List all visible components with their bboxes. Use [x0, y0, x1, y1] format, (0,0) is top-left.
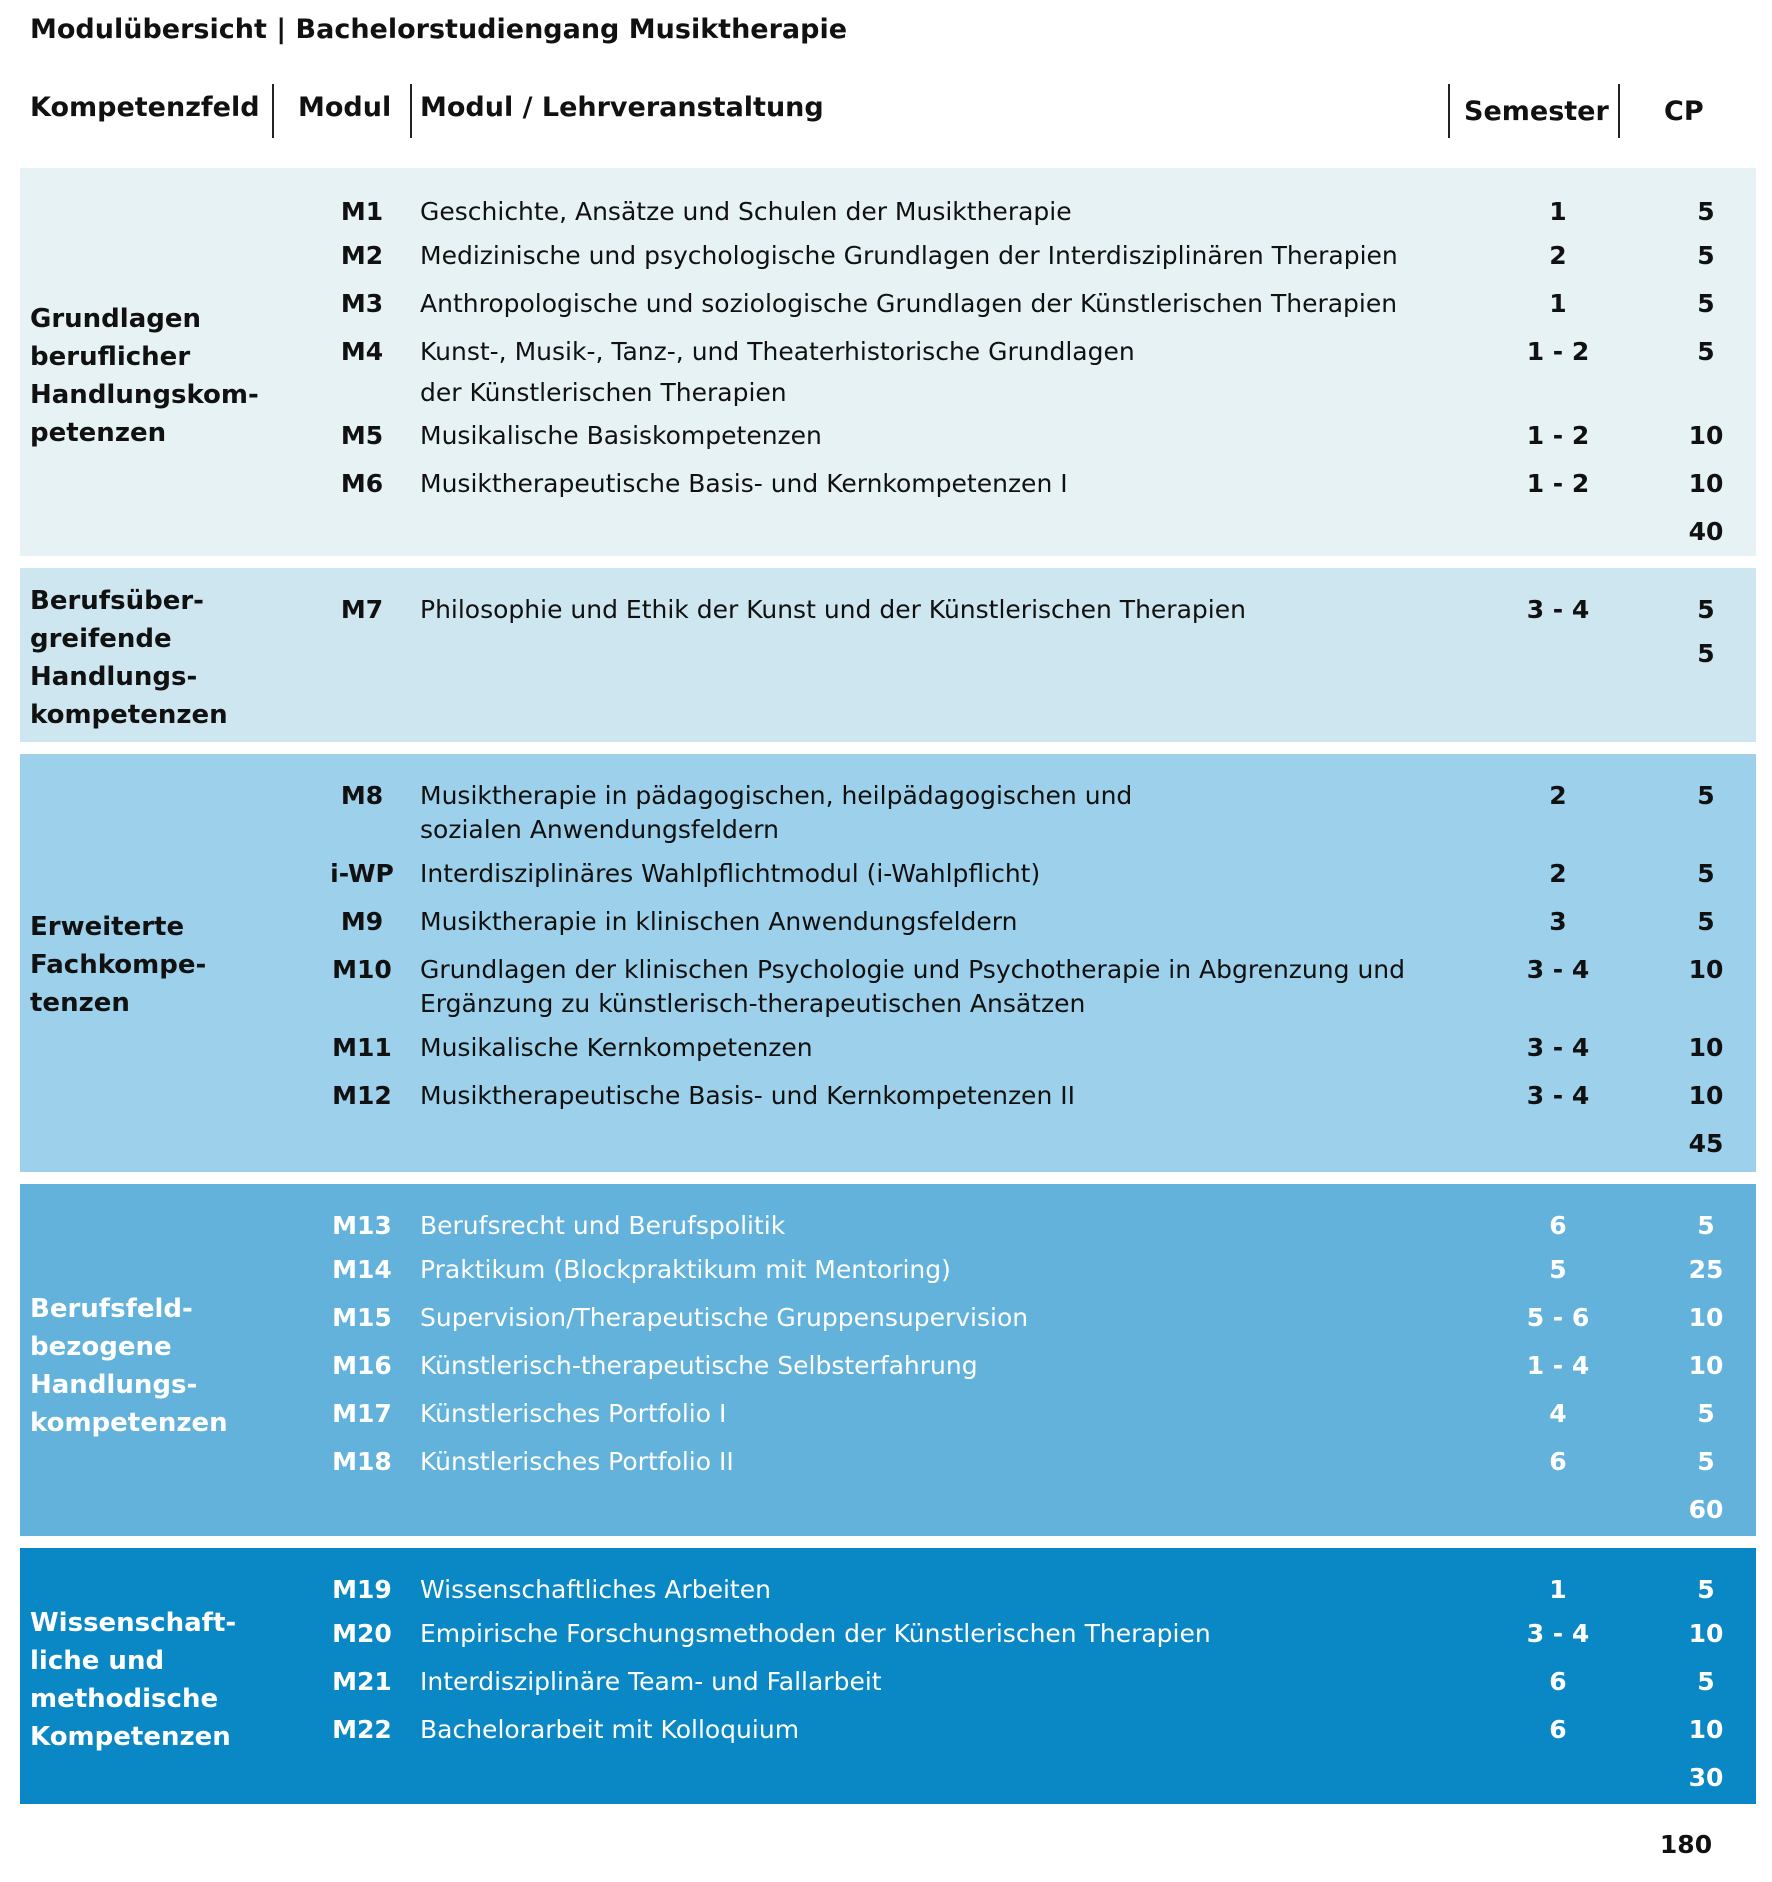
module-code: M8 [340, 781, 384, 810]
kompetenzfeld-label: Wissenschaft- liche und methodische Kompetenzen [30, 1608, 237, 1752]
grand-total-cp: 180 [1659, 1830, 1713, 1859]
module-cp: 5 [1697, 197, 1715, 226]
module-name: Künstlerisches Portfolio II [420, 1447, 734, 1476]
module-cp: 5 [1697, 1667, 1715, 1696]
module-name: Musikalische Kernkompetenzen [420, 1033, 813, 1062]
module-semester: 1 - 2 [1526, 337, 1590, 366]
module-cp: 10 [1688, 1619, 1724, 1648]
module-semester: 6 [1549, 1667, 1567, 1696]
module-name: Grundlagen der klinischen Psychologie und Psychotherapie in Abgrenzung und [420, 955, 1405, 984]
kompetenzfeld-label: Berufsfeld- bezogene Handlungs- kompetenzen [30, 1294, 228, 1438]
module-code: M18 [332, 1447, 392, 1476]
module-cp: 5 [1697, 241, 1715, 270]
module-semester: 3 - 4 [1526, 1619, 1590, 1648]
module-name: Philosophie und Ethik der Kunst und der Künstlerischen Therapien [420, 595, 1246, 624]
module-semester: 3 - 4 [1526, 1081, 1590, 1110]
module-code: M11 [332, 1033, 392, 1062]
module-name: Wissenschaftliches Arbeiten [420, 1575, 771, 1604]
section-grundlagen [20, 168, 1756, 556]
module-code: M1 [340, 197, 384, 226]
module-name: Empirische Forschungsmethoden der Künstlerischen Therapien [420, 1619, 1211, 1648]
module-name: Musiktherapie in pädagogischen, heilpädagogischen und [420, 781, 1133, 810]
module-name: sozialen Anwendungsfeldern [420, 815, 779, 844]
module-name: Anthropologische und soziologische Grundlagen der Künstlerischen Therapien [420, 289, 1398, 318]
module-code: M12 [332, 1081, 392, 1110]
module-name: Kunst-, Musik-, Tanz-, und Theaterhistorische Grundlagen [420, 337, 1135, 366]
module-semester: 6 [1549, 1211, 1567, 1240]
module-code: M6 [340, 469, 384, 498]
kompetenzfeld-label: Erweiterte Fachkompe- tenzen [30, 912, 207, 1018]
header-divider [1448, 84, 1450, 138]
module-cp: 5 [1697, 289, 1715, 318]
module-semester: 2 [1549, 241, 1567, 270]
module-code: M10 [332, 955, 392, 984]
module-name: Musiktherapie in klinischen Anwendungsfeldern [420, 907, 1018, 936]
module-semester: 2 [1549, 781, 1567, 810]
module-name: Interdisziplinäres Wahlpflichtmodul (i-Wahlpflicht) [420, 859, 1041, 888]
kompetenzfeld-label: Berufsüber- greifende Handlungs- kompetenzen [30, 586, 228, 730]
module-cp: 10 [1688, 1303, 1724, 1332]
module-cp: 10 [1688, 469, 1724, 498]
module-code: M4 [340, 337, 384, 366]
module-code: M2 [340, 241, 384, 270]
module-semester: 3 - 4 [1526, 955, 1590, 984]
module-code: M13 [332, 1211, 392, 1240]
module-code: M15 [332, 1303, 392, 1332]
header-divider [272, 84, 274, 138]
module-code: M20 [332, 1619, 392, 1648]
section-total-cp: 40 [1688, 517, 1724, 546]
section-wissenschaftlich [20, 1548, 1756, 1804]
module-code: M7 [340, 595, 384, 624]
section-total-cp: 30 [1688, 1763, 1724, 1792]
module-semester: 6 [1549, 1447, 1567, 1476]
module-semester: 1 - 2 [1526, 469, 1590, 498]
module-cp: 10 [1688, 1081, 1724, 1110]
module-semester: 1 - 2 [1526, 421, 1590, 450]
module-name: Künstlerisch-therapeutische Selbsterfahrung [420, 1351, 978, 1380]
module-semester: 2 [1549, 859, 1567, 888]
module-name: Geschichte, Ansätze und Schulen der Musiktherapie [420, 197, 1072, 226]
header-lehrveranstaltung: Modul / Lehrveranstaltung [420, 92, 824, 123]
module-semester: 4 [1549, 1399, 1567, 1428]
section-total-cp: 5 [1697, 639, 1715, 668]
module-cp: 25 [1688, 1255, 1724, 1284]
module-semester: 1 [1549, 289, 1567, 318]
module-name: der Künstlerischen Therapien [420, 378, 787, 407]
module-code: M17 [332, 1399, 392, 1428]
module-cp: 10 [1688, 1351, 1724, 1380]
module-code: M5 [340, 421, 384, 450]
module-code: M19 [332, 1575, 392, 1604]
section-berufsuebergreifend [20, 568, 1756, 742]
header-semester: Semester [1464, 96, 1609, 127]
module-cp: 5 [1697, 337, 1715, 366]
module-name: Medizinische und psychologische Grundlagen der Interdisziplinären Therapien [420, 241, 1398, 270]
page-title: Modulübersicht | Bachelorstudiengang Musiktherapie [30, 14, 848, 45]
module-cp: 5 [1697, 859, 1715, 888]
module-cp: 5 [1697, 781, 1715, 810]
module-cp: 5 [1697, 1575, 1715, 1604]
module-cp: 5 [1697, 1447, 1715, 1476]
module-code: M21 [332, 1667, 392, 1696]
section-berufsfeldbezogen [20, 1184, 1756, 1536]
module-name: Musiktherapeutische Basis- und Kernkompetenzen II [420, 1081, 1075, 1110]
module-cp: 10 [1688, 1715, 1724, 1744]
module-semester: 5 - 6 [1526, 1303, 1590, 1332]
module-semester: 6 [1549, 1715, 1567, 1744]
module-cp: 5 [1697, 1211, 1715, 1240]
module-semester: 5 [1549, 1255, 1567, 1284]
module-cp: 10 [1688, 955, 1724, 984]
module-cp: 10 [1688, 421, 1724, 450]
module-code: i-WP [330, 859, 394, 888]
module-cp: 10 [1688, 1033, 1724, 1062]
module-cp: 5 [1697, 595, 1715, 624]
header-kompetenzfeld: Kompetenzfeld [30, 92, 260, 123]
module-name: Praktikum (Blockpraktikum mit Mentoring) [420, 1255, 951, 1284]
module-code: M9 [340, 907, 384, 936]
section-total-cp: 60 [1688, 1495, 1724, 1524]
module-name: Interdisziplinäre Team- und Fallarbeit [420, 1667, 882, 1696]
header-modul: Modul [298, 92, 392, 123]
module-name: Musiktherapeutische Basis- und Kernkompetenzen I [420, 469, 1068, 498]
module-name: Musikalische Basiskompetenzen [420, 421, 822, 450]
section-total-cp: 45 [1688, 1129, 1724, 1158]
module-semester: 1 [1549, 197, 1567, 226]
module-semester: 1 [1549, 1575, 1567, 1604]
module-semester: 1 - 4 [1526, 1351, 1590, 1380]
header-divider [1618, 84, 1620, 138]
module-name: Supervision/Therapeutische Gruppensupervision [420, 1303, 1029, 1332]
module-cp: 5 [1697, 1399, 1715, 1428]
module-code: M3 [340, 289, 384, 318]
module-code: M22 [332, 1715, 392, 1744]
module-name: Künstlerisches Portfolio I [420, 1399, 727, 1428]
module-cp: 5 [1697, 907, 1715, 936]
module-semester: 3 - 4 [1526, 1033, 1590, 1062]
header-divider [410, 84, 412, 138]
kompetenzfeld-label: Grundlagen beruflicher Handlungskom- petenzen [30, 304, 259, 448]
module-name: Berufsrecht und Berufspolitik [420, 1211, 786, 1240]
module-name: Ergänzung zu künstlerisch-therapeutischen Ansätzen [420, 989, 1086, 1018]
module-semester: 3 [1549, 907, 1567, 936]
module-code: M14 [332, 1255, 392, 1284]
module-code: M16 [332, 1351, 392, 1380]
header-cp: CP [1664, 96, 1704, 127]
section-erweiterte-fachkompetenzen [20, 754, 1756, 1172]
module-name: Bachelorarbeit mit Kolloquium [420, 1715, 800, 1744]
module-semester: 3 - 4 [1526, 595, 1590, 624]
